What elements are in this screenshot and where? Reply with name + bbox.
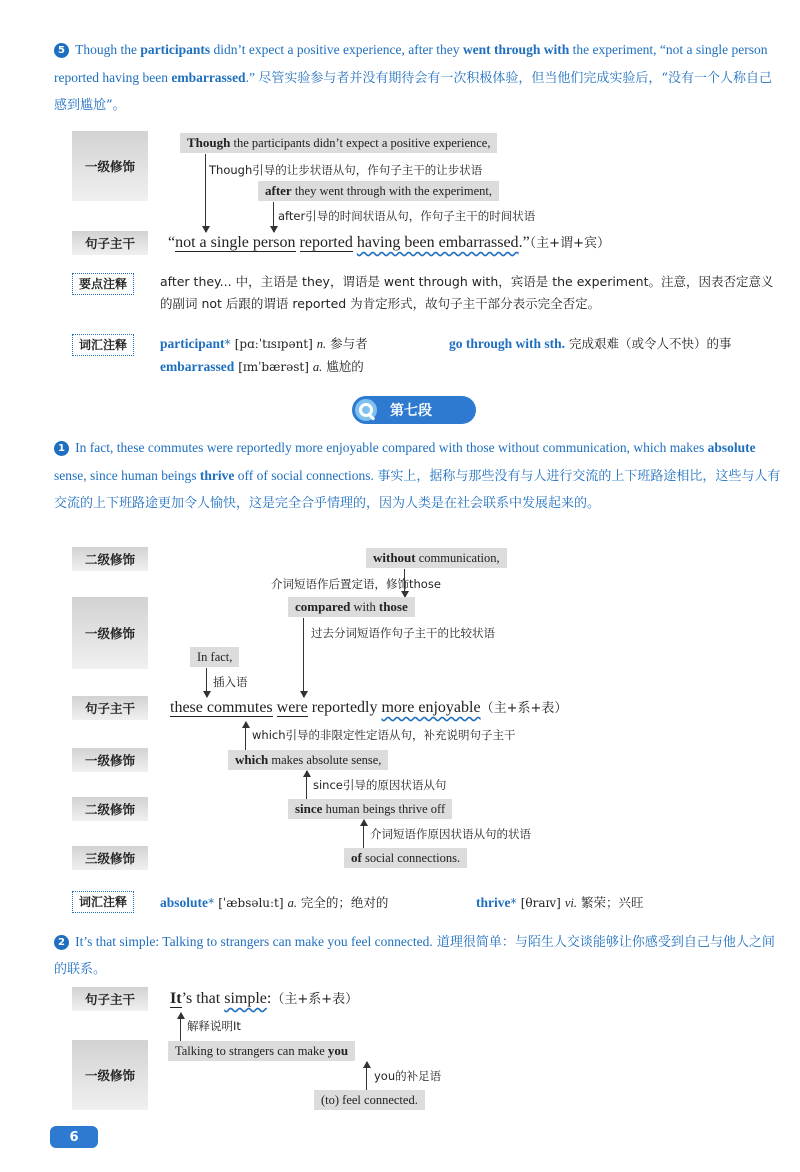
- without-box: without communication,: [366, 548, 507, 568]
- sentence-2-main-clause: It’s that simple:（主+系+表）: [170, 990, 359, 1007]
- in-fact-note: 插入语: [213, 675, 248, 689]
- vocab-entry: participant* [pɑːˈtɪsɪpənt] n. 参与者: [160, 336, 368, 351]
- page-footer: [0, 1126, 800, 1172]
- arrow-line: [303, 618, 304, 697]
- you-note: you的补足语: [374, 1069, 442, 1083]
- which-note: which引导的非限定性定语从句，补充说明句子主干: [252, 728, 516, 742]
- sentence-number-badge: 2: [54, 935, 69, 950]
- level-label-second: 二级修饰: [72, 547, 148, 571]
- vocab-entry: embarrassed [ɪmˈbærəst] a. 尴尬的: [160, 359, 364, 374]
- sentence-2-english: It’s that simple: Talking to strangers can make you feel connected.: [75, 934, 433, 949]
- section-header-paragraph-7: [354, 396, 476, 424]
- level-label-first: 一级修饰: [72, 597, 148, 669]
- vocab-entry: absolute* [ˈæbsəluːt] a. 完全的；绝对的: [160, 895, 389, 910]
- sentence-5-paragraph: [54, 36, 784, 119]
- of-box: of social connections.: [344, 848, 467, 868]
- level-label-second: 二级修饰: [72, 797, 148, 821]
- since-note: since引导的原因状语从句: [313, 778, 447, 792]
- level-label-main: 句子主干: [72, 696, 148, 720]
- arrow-line: [273, 202, 274, 232]
- sentence-2-translation: 道理很简单：与陌生人交谈能够让你感受到自己与他人之间的联系。: [54, 935, 775, 977]
- talking-box: Talking to strangers can make you: [168, 1041, 355, 1061]
- after-clause-box: after they went through with the experiment,: [258, 181, 499, 201]
- level-label-main: 句子主干: [72, 231, 148, 255]
- arrow-line: [206, 668, 207, 697]
- though-clause-box: Though the participants didn’t expect a positive experience,: [180, 133, 497, 153]
- key-points-text: after they... 中，主语是 they，谓语是 went through with，宾语是 the experiment。注意，因表否定意义的副词 not 后跟的谓语 reported 为肯定形式，故句子主干部分表示完全否定。: [160, 274, 774, 311]
- arrow-line: [180, 1013, 181, 1041]
- of-note: 介词短语作原因状语从句的状语: [370, 827, 531, 841]
- sentence-2-paragraph: [54, 928, 784, 983]
- sentence-number-badge: 5: [54, 43, 69, 58]
- sentence-1-paragraph: [54, 434, 784, 517]
- after-note: after引导的时间状语从句，作句子主干的时间状语: [278, 209, 536, 223]
- arrow-line: [205, 154, 206, 232]
- sentence-5-translation: 尽管实验参与者并没有期待会有一次积极体验，但当他们完成实验后，“没有一个人称自己感到尴尬”。: [54, 71, 772, 113]
- level-label-third: 三级修饰: [72, 846, 148, 870]
- key-points-label: 要点注释: [72, 273, 134, 295]
- sentence-1-english: In fact, these commutes were reportedly more enjoyable compared with those without communication, which makes absolute sense, since human beings thrive off of social connections.: [54, 440, 756, 483]
- in-fact-box: In fact,: [190, 647, 239, 667]
- since-box: since human beings thrive off: [288, 799, 452, 819]
- though-note: Though引导的让步状语从句，作句子主干的让步状语: [209, 163, 483, 177]
- level-label-first: 一级修饰: [72, 131, 148, 201]
- level-label-main: 句子主干: [72, 987, 148, 1011]
- it-note: 解释说明It: [187, 1019, 241, 1033]
- sentence-1-main-clause: these commutes were reportedly more enjoyable（主+系+表）: [170, 699, 568, 716]
- level-label-first: 一级修饰: [72, 748, 148, 772]
- vocab-label: 词汇注释: [72, 334, 134, 356]
- sentence-number-badge: 1: [54, 441, 69, 456]
- section-title: 第七段: [390, 403, 432, 419]
- arrow-line: [366, 1062, 367, 1090]
- level-label-first: 一级修饰: [72, 1040, 148, 1110]
- which-box: which makes absolute sense,: [228, 750, 388, 770]
- compared-box: compared with those: [288, 597, 415, 617]
- vocab-entry: thrive* [θraɪv] vi. 繁荣；兴旺: [476, 895, 644, 910]
- feel-connected-box: (to) feel connected.: [314, 1090, 425, 1110]
- compared-note: 过去分词短语作句子主干的比较状语: [311, 626, 495, 640]
- magnifier-icon: [352, 396, 380, 424]
- arrow-line: [306, 771, 307, 799]
- sentence-1-translation: 事实上，据称与那些没有与人进行交流的上下班路途相比，这些与人有交流的上下班路途更加令人愉快，这是完全合乎情理的，因为人类是在社会联系中发展起来的。: [54, 469, 781, 511]
- sentence-5-main-clause: “not a single person reported having been embarrassed.”（主+谓+宾）: [168, 234, 610, 251]
- arrow-line: [363, 820, 364, 848]
- vocab-label: 词汇注释: [72, 891, 134, 913]
- without-note: 介词短语作后置定语，修饰those: [271, 577, 441, 591]
- page-number: 6: [50, 1126, 98, 1148]
- arrow-line: [245, 722, 246, 750]
- sentence-5-english: Though the participants didn’t expect a positive experience, after they went through with the experiment, “not a single person reported having been embarrassed.”: [54, 42, 768, 85]
- vocab-entry: go through with sth. 完成艰难（或令人不快）的事: [449, 336, 732, 351]
